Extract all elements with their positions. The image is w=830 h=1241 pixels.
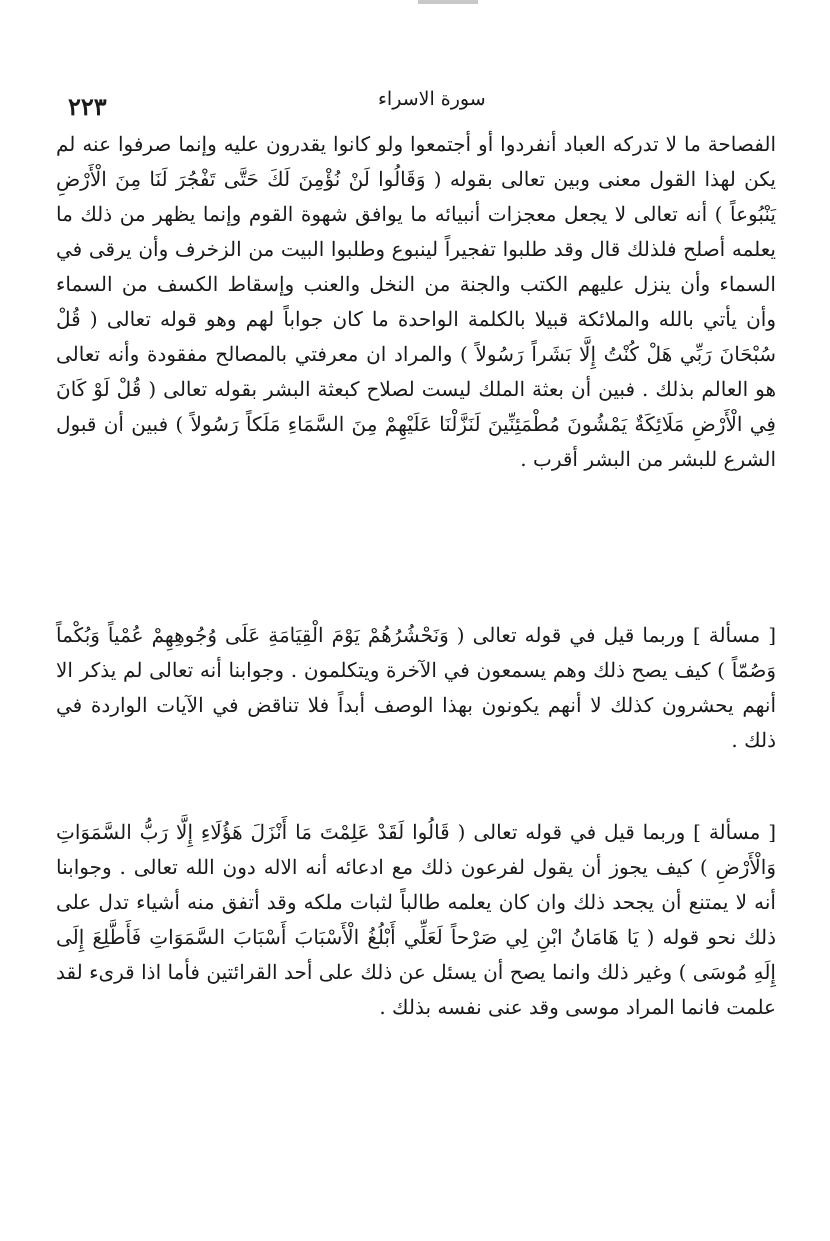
- page-header: [60, 86, 760, 120]
- paragraph-text: [ مسألة ] وربما قيل في قوله تعالى ( قَالُوا لَقَدْ عَلِمْتَ مَا أَنْزَلَ هَؤُلَاءِ إِلَّا رَبُّ السَّمَوَاتِ وَالْأَرْضِ ) كيف يجوز أن يقول لفرعون ذلك مع ادعائه أنه الاله دون الله تعالى . وجوابنا أنه لا يمتنع أن يجحد ذلك وان كان يعلمه طالباً لثبات ملكه وقد أتفق منه أشياء تدل على ذلك نحو قوله ( يَا هَامَانُ ابْنِ لِي صَرْحاً لَعَلِّي أَبْلُغُ الْأَسْبَابَ أَسْبَابَ السَّمَوَاتِ فَأَطَّلِعَ إِلَى إِلَهِ مُوسَى ) وغير ذلك وانما يصح أن يسئل عن ذلك على أحد القرائتين فأما اذا قرىء لقد علمت فانما المراد موسى وقد عنى نفسه بذلك .: [56, 820, 776, 1019]
- running-title: سورة الاسراء: [378, 88, 486, 110]
- paragraph-question-1: [56, 618, 776, 758]
- paragraph-intro: [56, 127, 776, 477]
- paragraph-text: [ مسألة ] وربما قيل في قوله تعالى ( وَنَحْشُرُهُمْ يَوْمَ الْقِيَامَةِ عَلَى وُجُوهِهِمْ عُمْياً وَبُكْماً وَصُمّاً ) كيف يصح ذلك وهم يسمعون في الآخرة ويتكلمون . وجوابنا أنه تعالى لم يذكر الا أنهم يحشرون كذلك لا أنهم يكونون بهذا الوصف أبداً فلا تناقض في الآيات الواردة في ذلك .: [56, 623, 776, 752]
- paragraph-question-2: [56, 815, 776, 1025]
- scan-edge-mark: [418, 0, 478, 4]
- paragraph-text: الفصاحة ما لا تدركه العباد أنفردوا أو أجتمعوا ولو كانوا يقدرون عليه وإنما صرفوا عنه لم يكن لهذا القول معنى وبين تعالى بقوله ( وَقَالُوا لَنْ نُؤْمِنَ لَكَ حَتَّى تَفْجُرَ لَنَا مِنَ الْأَرْضِ يَنْبُوعاً ) أنه تعالى لا يجعل معجزات أنبيائه ما يوافق شهوة القوم وإنما يظهر من ذلك ما يعلمه أصلح فلذلك قال وقد طلبوا تفجيراً لينبوع وطلبوا البيت من الزخرف وأن يرقى في السماء وأن ينزل عليهم الكتب والجنة من النخل والعنب وإسقاط الكسف من السماء وأن يأتي بالله والملائكة قبيلا بالكلمة الواحدة ما كان جواباً لهم وهو قوله تعالى ( قُلْ سُبْحَانَ رَبِّي هَلْ كُنْتُ إِلَّا بَشَراً رَسُولاً ) والمراد ان معرفتي بالمصالح مفقودة وأنه تعالى هو العالم بذلك . فبين أن بعثة الملك ليست لصلاح كبعثة البشر بقوله تعالى ( قُلْ لَوْ كَانَ فِي الْأَرْضِ مَلَائِكَةٌ يَمْشُونَ مُطْمَئِنِّينَ لَنَزَّلْنَا عَلَيْهِمْ مِنَ السَّمَاءِ مَلَكاً رَسُولاً ) فبين أن قبول الشرع للبشر من البشر أقرب .: [56, 132, 776, 471]
- page-number: ٢٢٣: [68, 92, 107, 121]
